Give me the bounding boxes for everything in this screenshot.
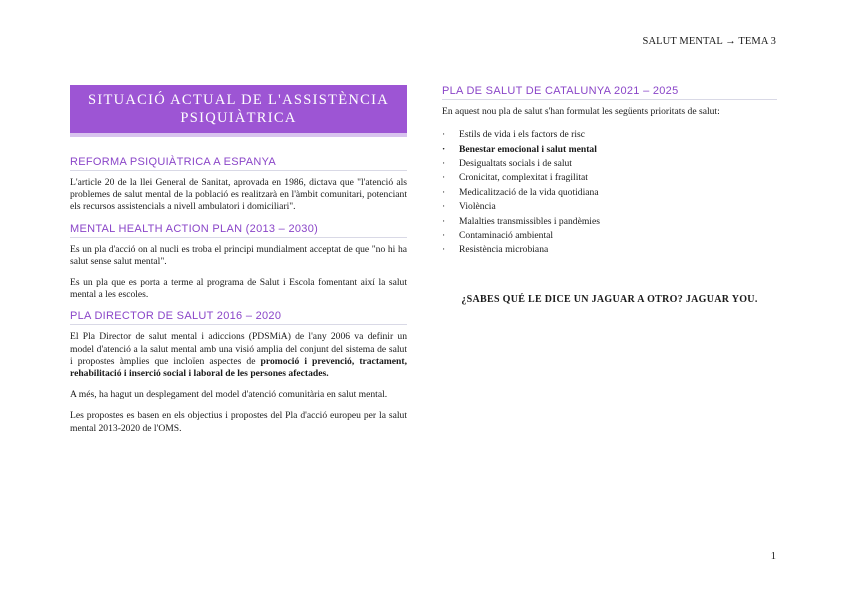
director-paragraph-1 — [70, 331, 407, 380]
right-column — [442, 85, 777, 305]
priority-item: · Contaminació ambiental — [442, 229, 777, 243]
priority-item: · Violència — [442, 200, 777, 214]
left-column — [70, 85, 407, 444]
reforma-paragraph: L'article 20 de la llei General de Sanitat, aprovada en 1986, dictava que "l'atenció als problemes de salut mental de la població es realitzarà en l'àmbit comunitari, potenciant els recursos assistencials a nivell ambulatori i domiciliari". — [70, 177, 407, 213]
page-number: 1 — [770, 551, 776, 562]
mhap-paragraph-1: Es un pla d'acció on al nucli es troba el principi mundialment acceptat de que "no hi ha salut sense salut mental". — [70, 243, 407, 267]
priorities-list — [442, 128, 777, 258]
priority-item: · Estils de vida i els factors de risc — [442, 128, 777, 142]
priority-item: · Benestar emocional i salut mental — [442, 143, 777, 157]
director-p1-bold: promoció i prevenció, tractament, rehabilitació i inserció social i laboral de les persones afectades. — [70, 355, 407, 380]
director-p1-text: El Pla Director de salut mental i adiccions (PDSMiA) de l'any 2006 va definir un model d'atenció a la salut mental amb una visió amplia del conjunt del sistema de salut i propostes àmplies que incloïen aspectes de — [70, 331, 407, 367]
page-header: SALUT MENTAL → TEMA 3 — [642, 36, 776, 47]
heading-mental-health-action-plan: MENTAL HEALTH ACTION PLAN (2013 – 2030) — [70, 223, 407, 238]
director-paragraph-3: Les propostes es basen en els objectius i propostes del Pla d'acció europeu per la salut mental 2013-2020 de l'OMS. — [70, 410, 407, 434]
page-title: SITUACIÓ ACTUAL DE L'ASSISTÈNCIA PSIQUIÀTRICA — [70, 85, 407, 137]
heading-reforma: REFORMA PSIQUIÀTRICA A ESPANYA — [70, 156, 407, 171]
priority-item: · Cronicitat, complexitat i fragilitat — [442, 171, 777, 185]
priority-item: · Medicalització de la vida quotidiana — [442, 186, 777, 200]
catalunya-intro: En aquest nou pla de salut s'han formulat les següents prioritats de salut: — [442, 106, 720, 117]
director-paragraph-2: A més, ha hagut un desplegament del model d'atenció comunitària en salut mental. — [70, 389, 388, 401]
priority-item: · Resistència microbiana — [442, 243, 777, 257]
priority-item: · Desigualtats socials i de salut — [442, 157, 777, 171]
heading-pla-salut-catalunya: PLA DE SALUT DE CATALUNYA 2021 – 2025 — [442, 85, 777, 100]
mhap-paragraph-2: Es un pla que es porta a terme al programa de Salut i Escola fomentant així la salut mental a les escoles. — [70, 277, 407, 301]
priority-item: · Malalties transmissibles i pandèmies — [442, 215, 777, 229]
joke-text: ¿SABES QUÉ LE DICE UN JAGUAR A OTRO? JAGUAR YOU. — [461, 293, 758, 305]
heading-pla-director: PLA DIRECTOR DE SALUT 2016 – 2020 — [70, 310, 407, 325]
